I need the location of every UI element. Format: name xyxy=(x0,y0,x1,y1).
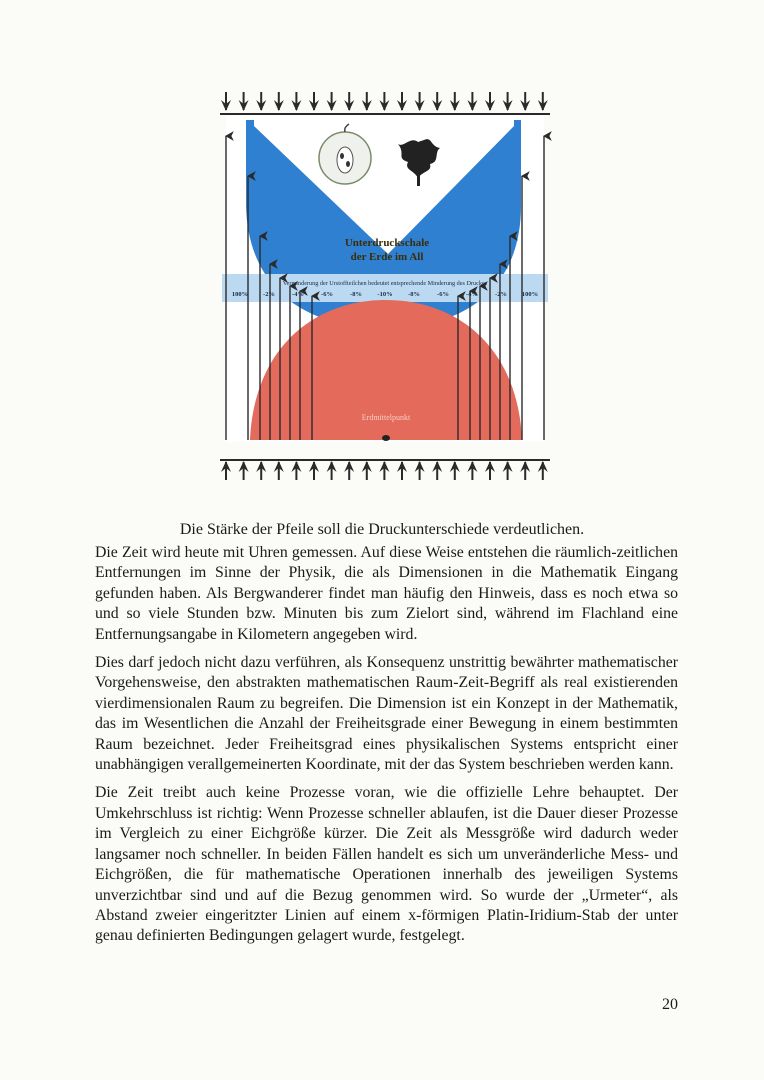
down-arrow-icon xyxy=(274,92,284,111)
up-arrow-icon xyxy=(415,461,425,480)
band-percentage: -10% xyxy=(377,291,393,298)
down-arrow-icon xyxy=(379,92,389,111)
band-percentage: -2% xyxy=(495,291,507,298)
up-arrow-icon xyxy=(309,461,319,480)
band-percentage: -4% xyxy=(466,291,478,298)
down-arrow-icon xyxy=(538,92,548,111)
earth-center-dot xyxy=(382,435,390,441)
down-arrow-icon xyxy=(415,92,425,111)
down-arrow-icon xyxy=(362,92,372,111)
bottom-arrow-row xyxy=(221,461,548,480)
up-arrow-icon xyxy=(432,461,442,480)
down-arrow-icon xyxy=(291,92,301,111)
up-arrow-icon xyxy=(503,461,513,480)
earth-center-label: Erdmittelpunkt xyxy=(361,413,411,422)
pressure-diagram xyxy=(218,86,552,486)
band-note: Verminderung der Urstoffteilchen bedeutet entsprechende Minderung des Druckes xyxy=(282,280,488,287)
paragraph-1: Die Zeit wird heute mit Uhren gemessen. Auf diese Weise entstehen die räumlich-zeitlichen Entfernungen im Sinne der Physik, die als Dimensionen in die Mathematik Eingang gefunden haben. Als Bergwanderer findet man häufig den Hinweis, dass es noch etwa so und so viele Stunden bzw. Minuten bis zum Zielort sind, während im Flachland eine Entfernungsangabe in Kilometern angegeben wird. xyxy=(95,544,678,643)
band-percentage: -2% xyxy=(263,291,275,298)
paragraph-3: Die Zeit treibt auch keine Prozesse voran, wie die offizielle Lehre behauptet. Der Umkehrschluss ist richtig: Wenn Prozesse schneller ablaufen, ist die Dauer dieser Prozesse im Vergleich zu einer Eichgröße kürzer. Die Zeit als Messgröße wird dadurch weder langsamer noch schneller. In beiden Fällen handelt es sich um unveränderliche Mess- und Eichgrößen, die für mathematische Operationen innerhalb des jeweiligen Systems unverzichtbar sind und auf die Bezug genommen wird. So wurde der „Urmeter“, als Abstand zweier eingeritzter Linien auf einem x-förmigen Platin-Iridium-Stab der unter genau definierten Bedingungen gelagert wurde, festgelegt. xyxy=(95,784,678,945)
figure-caption: Die Stärke der Pfeile soll die Druckunterschiede verdeutlichen. xyxy=(179,521,585,538)
up-arrow-icon xyxy=(291,461,301,480)
down-arrow-icon xyxy=(485,92,495,111)
band-percentage: -6% xyxy=(321,291,333,298)
up-arrow-icon xyxy=(239,461,249,480)
down-arrow-icon xyxy=(221,92,231,111)
band-percentage: -8% xyxy=(350,291,362,298)
up-arrow-icon xyxy=(467,461,477,480)
up-arrow-icon xyxy=(379,461,389,480)
up-arrow-icon xyxy=(538,461,548,480)
up-arrow-icon xyxy=(362,461,372,480)
page-number: 20 xyxy=(662,996,678,1013)
down-arrow-icon xyxy=(309,92,319,111)
down-arrow-icon xyxy=(450,92,460,111)
down-arrow-icon xyxy=(344,92,354,111)
top-arrow-row xyxy=(221,92,548,111)
down-arrow-icon xyxy=(397,92,407,111)
up-arrow-icon xyxy=(397,461,407,480)
up-arrow-icon xyxy=(256,461,266,480)
up-arrow-icon xyxy=(450,461,460,480)
band-percentage: -4% xyxy=(292,291,304,298)
band-percentage: -8% xyxy=(408,291,420,298)
up-arrow-icon xyxy=(327,461,337,480)
down-arrow-icon xyxy=(520,92,530,111)
down-arrow-icon xyxy=(467,92,477,111)
down-arrow-icon xyxy=(327,92,337,111)
band-percentage: 100% xyxy=(231,291,249,298)
down-arrow-icon xyxy=(239,92,249,111)
underpressure-label-line1: Unterdruckschale xyxy=(344,237,430,249)
up-arrow-icon xyxy=(485,461,495,480)
underpressure-label-line2: der Erde im All xyxy=(350,251,424,263)
up-arrow-icon xyxy=(221,461,231,480)
down-arrow-icon xyxy=(256,92,266,111)
down-arrow-icon xyxy=(432,92,442,111)
up-arrow-icon xyxy=(520,461,530,480)
band-percentage: -6% xyxy=(437,291,449,298)
up-arrow-icon xyxy=(344,461,354,480)
body-text xyxy=(95,543,678,955)
band-percentage: 100% xyxy=(521,291,539,298)
down-arrow-icon xyxy=(503,92,513,111)
up-arrow-icon xyxy=(274,461,284,480)
paragraph-2: Dies darf jedoch nicht dazu verführen, als Konsequenz unstrittig bewährter mathematischer Vorgehensweise, den abstrakten mathematischen Raum-Zeit-Begriff als real existierenden vierdimensionalen Raum zu begreifen. Die Dimension ist ein Konzept in der Mathematik, das im Wesentlichen die Anzahl der Freiheitsgrade einer Bewegung in einem bestimmten Raum bezeichnet. Jeder Freiheitsgrad eines physikalischen Systems entspricht einer unabhängigen verallgemeinerten Koordinate, mit der das System beschrieben werden kann. xyxy=(95,654,678,774)
